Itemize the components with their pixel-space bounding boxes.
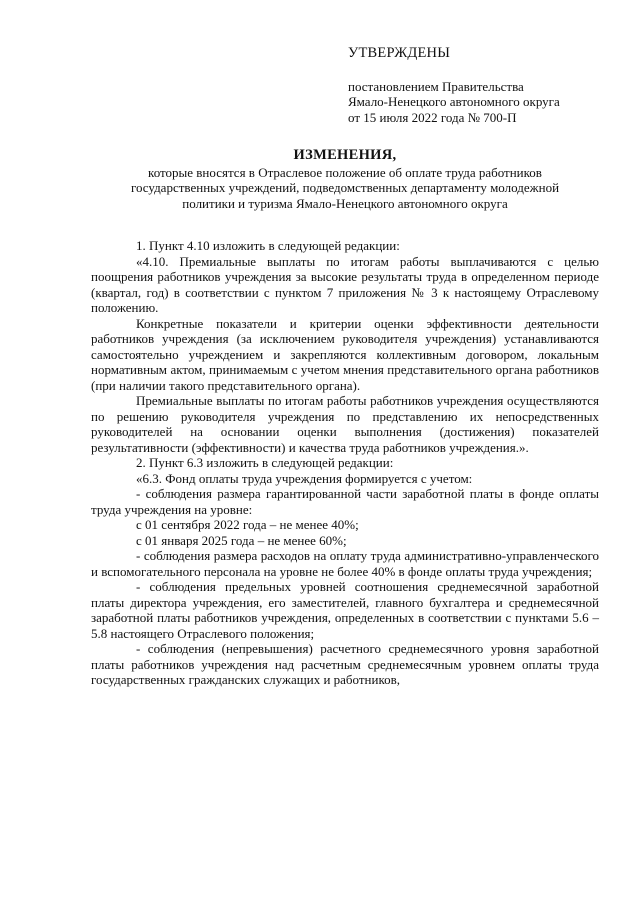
approval-line: от 15 июля 2022 года № 700-П	[348, 109, 517, 125]
heading-title: ИЗМЕНЕНИЯ,	[293, 147, 397, 163]
paragraph: «4.10. Премиальные выплаты по итогам работы выплачиваются с целью поощрения работников учреждения за высокие результаты труда в определенном периоде (квартал, год) в соответствии с пунктом 7 приложения № 3 к настоящему Отраслевому положению.	[91, 253, 599, 315]
heading-line: которые вносятся в Отраслевое положение об оплате труда работников	[148, 164, 542, 180]
document-body	[91, 238, 599, 688]
paragraph: - соблюдения размера гарантированной части заработной платы в фонде оплаты труда учреждения на уровне:	[91, 486, 599, 517]
approval-line: постановлением Правительства	[348, 78, 524, 94]
approval-title: УТВЕРЖДЕНЫ	[348, 45, 451, 61]
paragraph: - соблюдения размера расходов на оплату труда административно-управленческого и вспомогательного персонала на уровне не более 40% в фонде оплаты труда учреждения;	[91, 548, 599, 579]
approval-line: Ямало-Ненецкого автономного округа	[348, 94, 560, 109]
paragraph: с 01 января 2025 года – не менее 60%;	[136, 532, 347, 548]
paragraph: Конкретные показатели и критерии оценки эффективности деятельности работников учреждения (за исключением руководителя учреждения) устанавливаются самостоятельно учреждением и закрепляются коллективным договором, локальным нормативным актом, принимаемым с учетом мнения представительного органа работников (при наличии такого представительного органа).	[91, 315, 599, 393]
document-heading	[90, 148, 600, 211]
paragraph: 2. Пункт 6.3 изложить в следующей редакции:	[136, 455, 394, 470]
paragraph: - соблюдения предельных уровней соотношения среднемесячной заработной платы директора учреждения, его заместителей, главного бухгалтера и среднемесячной заработной платы работников учреждения, определенных в соответствии с пунктами 5.6 – 5.8 настоящего Отраслевого положения;	[91, 579, 599, 641]
paragraph: - соблюдения (непревышения) расчетного среднемесячного уровня заработной платы работников учреждения над расчетным среднемесячным уровнем оплаты труда государственных гражданских служащих и работников,	[91, 641, 599, 687]
heading-line: государственных учреждений, подведомственных департаменту молодежной	[130, 180, 560, 195]
approval-block	[348, 46, 608, 125]
paragraph: 1. Пункт 4.10 изложить в следующей редакции:	[136, 238, 400, 253]
heading-line: политики и туризма Ямало-Ненецкого автономного округа	[182, 195, 508, 211]
paragraph: «6.3. Фонд оплаты труда учреждения формируется с учетом:	[136, 470, 473, 486]
paragraph: с 01 сентября 2022 года – не менее 40%;	[136, 517, 359, 532]
paragraph: Премиальные выплаты по итогам работы работников учреждения осуществляются по решению руководителя учреждения по представлению их непосредственных руководителей на основании оценки выполнения (достижения) показателей результативности (эффективности) и качества труда работников учреждения.».	[91, 393, 599, 455]
